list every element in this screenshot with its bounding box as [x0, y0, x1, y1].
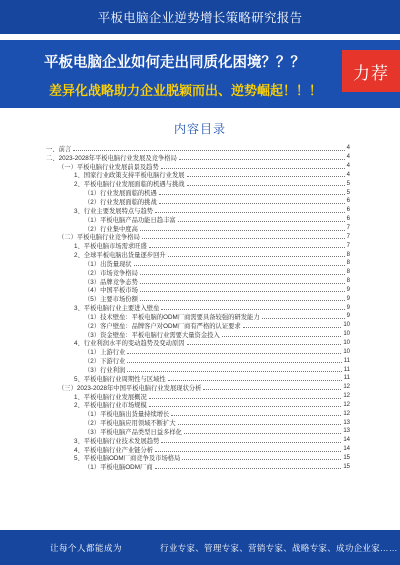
toc-entry-text: （3）资金壁垒：平板电脑行业需要大量资金投入	[84, 331, 220, 339]
toc-page-number: 14	[343, 446, 350, 453]
toc-entry-text: （3）行业利润	[84, 367, 126, 374]
toc-entry-text: 1、平板电脑行业发展概况	[74, 393, 147, 401]
toc-entry[interactable]	[0, 347, 400, 356]
toc-entry-text: 3、平板电脑行业技术发展趋势	[74, 437, 160, 445]
toc-entry[interactable]	[0, 330, 400, 339]
toc-page-number: 7	[346, 233, 350, 240]
toc-entry[interactable]	[0, 286, 400, 295]
toc-entry[interactable]	[0, 374, 400, 383]
toc-entry-text: （1）平板电脑产品功能日趋丰富	[84, 216, 176, 224]
toc-entry-text: （4）中国平板市场	[84, 287, 138, 295]
toc-page-number: 13	[343, 428, 350, 435]
toc-leader-dots	[127, 353, 341, 354]
toc-leader-dots	[161, 442, 341, 443]
toc-page-number: 4	[346, 171, 350, 178]
toc-leader-dots	[127, 362, 341, 363]
toc-leader-dots	[140, 274, 345, 275]
toc-page-number: 6	[346, 198, 350, 205]
toc-entry[interactable]	[0, 188, 400, 197]
toc-entry[interactable]	[0, 294, 400, 303]
toc-entry-text: （5）主要市场份额	[84, 296, 138, 304]
toc-entry[interactable]	[0, 400, 400, 409]
toc-page-number: 10	[343, 339, 350, 346]
toc-title: 内容目录	[173, 122, 226, 136]
toc-page-number: 10	[343, 348, 350, 355]
toc-leader-dots	[159, 203, 345, 204]
toc-entry[interactable]	[0, 427, 400, 436]
toc-leader-dots	[142, 238, 345, 239]
toc-entry[interactable]	[0, 224, 400, 233]
toc-entry[interactable]	[0, 277, 400, 286]
toc-entry-text: （2）行业发展面临的挑战	[84, 198, 157, 206]
table-of-contents	[0, 144, 400, 471]
toc-page-number: 8	[346, 278, 350, 285]
toc-entry[interactable]	[0, 454, 400, 463]
toc-leader-dots	[73, 150, 344, 151]
toc-entry-text: 3、行业主要发展特点与趋势	[74, 207, 154, 215]
toc-leader-dots	[127, 371, 341, 372]
toc-page-number: 6	[346, 216, 350, 223]
toc-leader-dots	[179, 159, 345, 160]
toc-leader-dots	[243, 327, 342, 328]
hero-subheadline: 差异化战略助力企业脱颖而出、逆势崛起！！！	[49, 83, 323, 98]
toc-leader-dots	[149, 398, 342, 399]
toc-entry-text: 5、平板电脑ODM厂商竞争及市场格局	[74, 455, 181, 463]
toc-page-number: 4	[346, 145, 350, 152]
toc-page-number: 8	[346, 251, 350, 258]
toc-leader-dots	[155, 212, 345, 213]
toc-entry[interactable]	[0, 303, 400, 312]
footer-bar	[0, 530, 400, 565]
toc-leader-dots	[161, 168, 345, 169]
toc-entry-text: （2）平板电脑应用领域不断扩大	[84, 420, 176, 427]
footer-roles: 行业专家、管理专家、营销专家、战略专家、成功企业家……	[160, 542, 398, 553]
toc-page-number: 11	[343, 366, 350, 373]
recommend-stamp: 力荐	[342, 50, 400, 92]
toc-page-number: 15	[343, 454, 350, 461]
toc-entry-text: 2、全球平板电脑出货量逐步回升	[74, 252, 166, 259]
toc-entry[interactable]	[0, 241, 400, 250]
toc-page-number: 9	[346, 304, 350, 311]
toc-page-number: 8	[346, 260, 350, 267]
toc-leader-dots	[168, 380, 342, 381]
toc-page-number: 15	[343, 463, 350, 470]
toc-page-number: 12	[343, 384, 350, 391]
toc-entry-text: （3）品牌竞争态势	[84, 278, 138, 286]
toc-entry-text: 3、平板电脑行业主要进入壁垒	[74, 305, 160, 313]
toc-page-number: 14	[343, 437, 350, 444]
toc-leader-dots	[178, 221, 345, 222]
report-header-bar	[0, 0, 400, 34]
toc-page-number: 9	[346, 286, 350, 293]
toc-entry-text: （1）技术壁垒：平板电脑的ODM厂商需要具备较强的研发能力	[84, 313, 260, 321]
report-title: 平板电脑企业逆势增长策略研究报告	[97, 11, 303, 25]
toc-leader-dots	[155, 468, 342, 469]
toc-page-number: 11	[343, 375, 350, 382]
toc-entry-text: 4、行业利润水平的变动趋势及变动原因	[74, 340, 185, 348]
toc-entry[interactable]	[0, 462, 400, 471]
toc-page-number: 12	[343, 401, 350, 408]
toc-leader-dots	[140, 230, 345, 231]
toc-entry-text: 一、前言	[46, 145, 72, 153]
toc-entry-text: 二、2023-2028年平板电脑行业发展及竞争格局	[46, 154, 177, 162]
toc-leader-dots	[187, 344, 342, 345]
toc-leader-dots	[155, 451, 341, 452]
toc-entry[interactable]	[0, 418, 400, 427]
toc-entry[interactable]	[0, 392, 400, 401]
toc-entry[interactable]	[0, 179, 400, 188]
toc-entry[interactable]	[0, 445, 400, 454]
toc-entry[interactable]	[0, 356, 400, 365]
toc-leader-dots	[140, 300, 345, 301]
toc-entry[interactable]	[0, 268, 400, 277]
toc-leader-dots	[178, 424, 342, 425]
toc-entry[interactable]	[0, 197, 400, 206]
toc-leader-dots	[149, 406, 342, 407]
toc-leader-dots	[184, 433, 341, 434]
toc-leader-dots	[134, 265, 345, 266]
toc-entry-text: （二）平板电脑行业竞争格局	[58, 234, 140, 242]
toc-entry[interactable]	[0, 144, 400, 153]
toc-leader-dots	[159, 194, 345, 195]
toc-entry-text: （2）下游行业	[84, 358, 126, 366]
toc-entry-text: 4、平板电脑行业产业链分析	[74, 446, 154, 454]
toc-entry[interactable]	[0, 339, 400, 348]
toc-entry[interactable]	[0, 215, 400, 224]
toc-page-number: 6	[346, 207, 350, 214]
toc-leader-dots	[203, 389, 341, 390]
toc-entry-text: 2、平板电脑行业市场规模	[74, 402, 147, 410]
toc-entry-text: （1）平板电脑出货量持续增长	[84, 411, 170, 419]
toc-leader-dots	[262, 318, 345, 319]
toc-page-number: 4	[346, 154, 350, 161]
toc-leader-dots	[182, 459, 341, 460]
toc-page-number: 4	[346, 163, 350, 170]
toc-entry[interactable]	[0, 312, 400, 321]
toc-page-number: 13	[343, 419, 350, 426]
toc-page-number: 12	[343, 393, 350, 400]
toc-entry-text: 2、平板电脑行业发展面临的机遇与挑战	[74, 181, 185, 189]
toc-entry[interactable]	[0, 321, 400, 330]
hero-banner	[0, 40, 400, 108]
toc-page-number: 12	[343, 410, 350, 417]
toc-page-number: 9	[346, 313, 350, 320]
toc-entry-text: 5、平板电脑行业周期性与区域性	[74, 375, 166, 383]
toc-page-number: 7	[346, 225, 350, 232]
toc-leader-dots	[171, 415, 341, 416]
toc-entry-text: （2）行业集中度高	[84, 225, 138, 233]
toc-page-number: 5	[346, 180, 350, 187]
toc-entry-text: （一）平板电脑行业发展前景及趋势	[58, 163, 159, 171]
toc-entry-text: （1）行业发展面临的机遇	[84, 190, 157, 198]
toc-entry[interactable]	[0, 409, 400, 418]
toc-page-number: 8	[346, 269, 350, 276]
toc-entry-text: （1）平板电脑ODM厂商	[84, 464, 153, 472]
toc-entry-text: 1、平板电脑市场需求旺盛	[74, 243, 147, 251]
toc-entry-text: （1）上游行业	[84, 349, 126, 357]
toc-page-number: 10	[343, 331, 350, 338]
toc-leader-dots	[187, 176, 345, 177]
toc-leader-dots	[168, 256, 345, 257]
toc-leader-dots	[222, 336, 342, 337]
toc-entry[interactable]	[0, 162, 400, 171]
toc-entry-text: （3）平板电脑产品类型日益多样化	[84, 428, 182, 436]
toc-page-number: 7	[346, 242, 350, 249]
toc-entry[interactable]	[0, 171, 400, 180]
toc-leader-dots	[140, 291, 345, 292]
toc-entry-text: （1）出货量现状	[84, 260, 132, 268]
toc-entry[interactable]	[0, 250, 400, 259]
toc-entry-text: （三）2023-2028年中国平板电脑行业发展现状分析	[58, 384, 202, 392]
toc-entry[interactable]	[0, 365, 400, 374]
hero-headline: 平板电脑企业如何走出同质化困境？？？	[44, 55, 305, 71]
toc-entry-text: （2）市场竞争格局	[84, 269, 138, 277]
toc-leader-dots	[161, 309, 344, 310]
toc-entry[interactable]	[0, 383, 400, 392]
toc-leader-dots	[187, 185, 345, 186]
footer-slogan: 让每个人都能成为	[50, 542, 123, 553]
toc-entry-text: 1、国家行业政策支持平板电脑行业发展	[74, 172, 185, 180]
toc-entry[interactable]	[0, 206, 400, 215]
toc-page-number: 11	[343, 357, 350, 364]
toc-entry[interactable]	[0, 259, 400, 268]
toc-entry-text: （2）客户壁垒：品牌客户对ODM厂商有严格的认证要求	[84, 322, 241, 330]
toc-entry[interactable]	[0, 436, 400, 445]
toc-entry[interactable]	[0, 153, 400, 162]
toc-leader-dots	[140, 283, 345, 284]
toc-page-number: 5	[346, 189, 350, 196]
toc-page-number: 10	[343, 322, 350, 329]
toc-leader-dots	[149, 247, 345, 248]
toc-entry[interactable]	[0, 232, 400, 241]
toc-page-number: 9	[346, 295, 350, 302]
